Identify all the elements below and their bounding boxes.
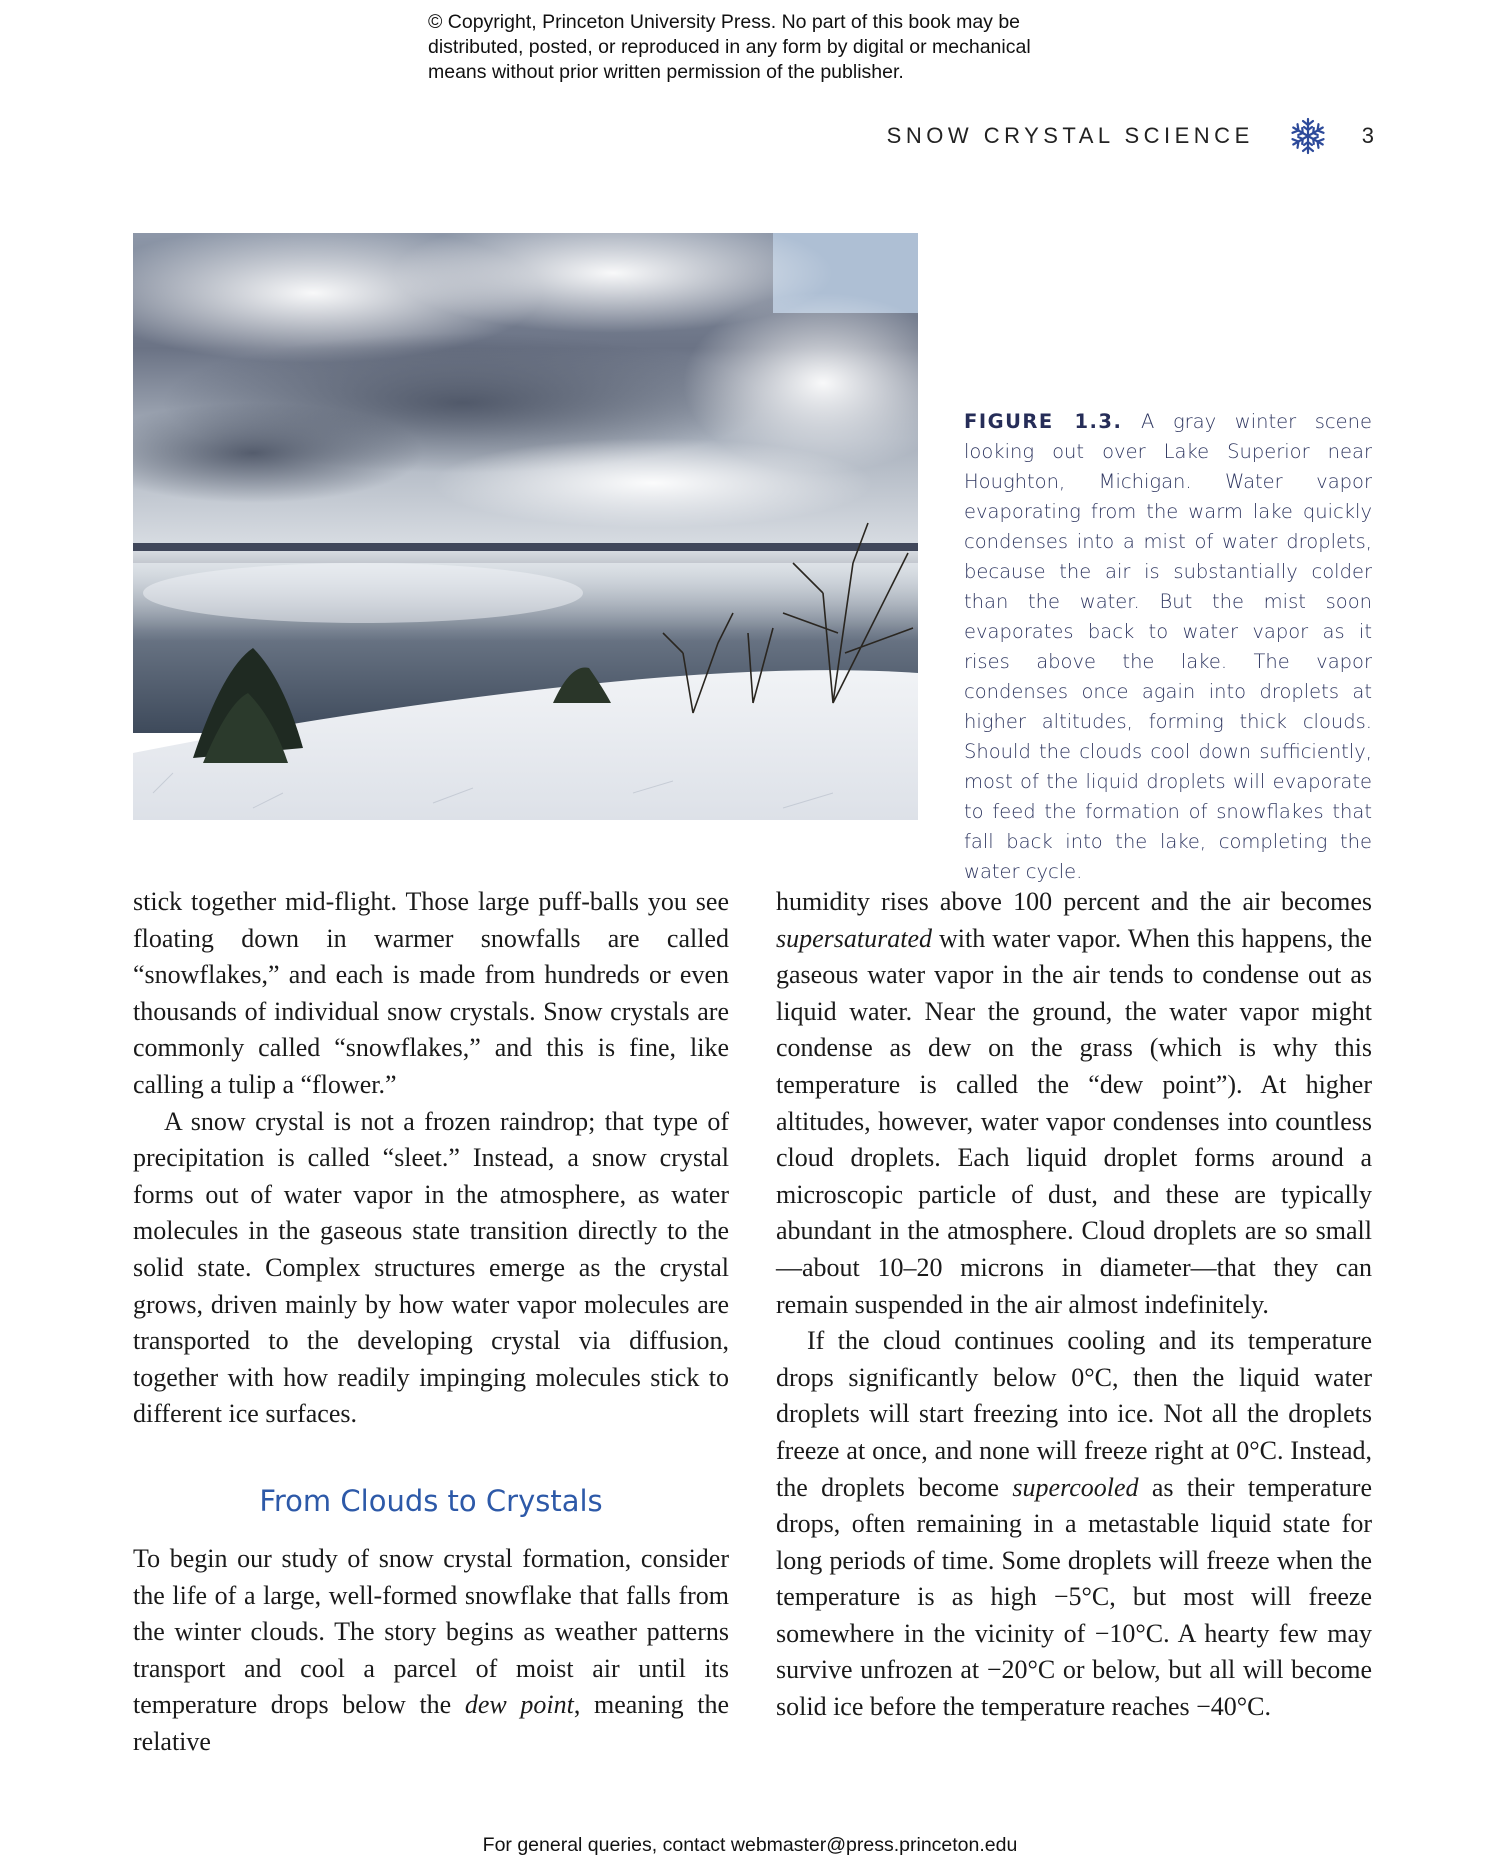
text-run: with water vapor. When this happens, the gaseous water vapor in the air tends to condense out as liquid water. Near the ground, the water vapor might condense as dew on the grass (which is why this temperature is called the “dew point”). At higher altitudes, however, water vapor condenses into countless cloud droplets. Each liquid droplet forms around a microscopic particle of dust, and these are typically abundant in the atmosphere. Cloud droplets are so small—about 10–20 microns in diameter—that they can remain suspended in the air almost indefinitely.: [776, 923, 1372, 1319]
copyright-line-3: means without prior written permission of the publisher.: [428, 61, 904, 83]
paragraph: [776, 884, 1372, 1323]
paragraph: [133, 1541, 729, 1761]
paragraph: [776, 1323, 1372, 1726]
lake-winter-photo: [133, 233, 918, 820]
copyright-line-2: distributed, posted, or reproduced in any form by digital or mechanical: [428, 36, 1031, 58]
figure-label: FIGURE 1.3.: [964, 410, 1123, 433]
text-run: humidity rises above 100 percent and the air becomes: [776, 887, 1372, 916]
footer-contact: For general queries, contact webmaster@press.princeton.edu: [482, 1834, 1018, 1856]
emphasis-term: supersaturated: [776, 923, 932, 953]
section-heading: From Clouds to Crystals: [259, 1483, 603, 1518]
emphasis-term: supercooled: [1012, 1472, 1139, 1502]
running-head: [887, 116, 1374, 156]
paragraph: A snow crystal is not a frozen raindrop; that type of precipitation is called “sleet.” Instead, a snow crystal forms out of water vapor in the atmosphere, as water molecules in the gaseous state transition directly to the solid state. Complex structures emerge as the crystal grows, driven mainly by how water vapor molecules are transported to the developing crystal via diffusion, together with how readily impinging molecules stick to different ice surfaces.: [133, 1106, 729, 1429]
copyright-line-1: © Copyright, Princeton University Press. No part of this book may be: [428, 11, 1021, 33]
snowflake-icon: [1288, 116, 1328, 156]
emphasis-term: dew point: [464, 1690, 574, 1720]
figure-caption: [964, 407, 1372, 887]
running-title: SNOW CRYSTAL SCIENCE: [886, 123, 1254, 148]
text-run: To begin our study of snow crystal formation, consider the life of a large, well-formed snowflake that falls from the winter clouds. The story begins as weather patterns transport and cool a parcel of moist air until its temperature drops below the: [133, 1543, 729, 1720]
right-column: [776, 884, 1372, 1726]
text-run: If the cloud continues cooling and its temperature drops significantly below 0°C, then the liquid water droplets will start freezing into ice. Not all the droplets freeze at once, and none will freeze right at 0°C. Instead, the droplets become: [776, 1326, 1372, 1502]
left-column: [133, 884, 729, 1760]
copyright-notice: [428, 10, 1128, 85]
text-run: , meaning the relative: [133, 1690, 729, 1756]
text-run: as their temperature drops, often remaining in a metastable liquid state for long periods of time. Some droplets will freeze when the temperature is as high −5°C, but most will freeze somewhere in the vicinity of −10°C. A hearty few may survive unfrozen at −20°C or below, but all will become solid ice before the temperature reaches −40°C.: [776, 1472, 1373, 1722]
page-number: 3: [1361, 123, 1374, 148]
paragraph: stick together mid-flight. Those large puff-balls you see floating down in warmer snowfalls are called “snowflakes,” and each is made from hundreds or even thousands of individual snow crystals. Snow crystals are commonly called “snowflakes,” and this is fine, like calling a tulip a “flower.”: [133, 887, 729, 1099]
figure-caption-text: A gray winter scene looking out over Lake Superior near Houghton, Michigan. Water vapor evaporating from the warm lake quickly condenses into a mist of water droplets, because the air is substantially colder than the water. But the mist soon evaporates back to water vapor as it rises above the lake. The vapor condenses once again into droplets at higher altitudes, forming thick clouds. Should the clouds cool down sufficiently, most of the liquid droplets will evaporate to feed the formation of snowflakes that fall back into the lake, completing the water cycle.: [964, 410, 1372, 883]
